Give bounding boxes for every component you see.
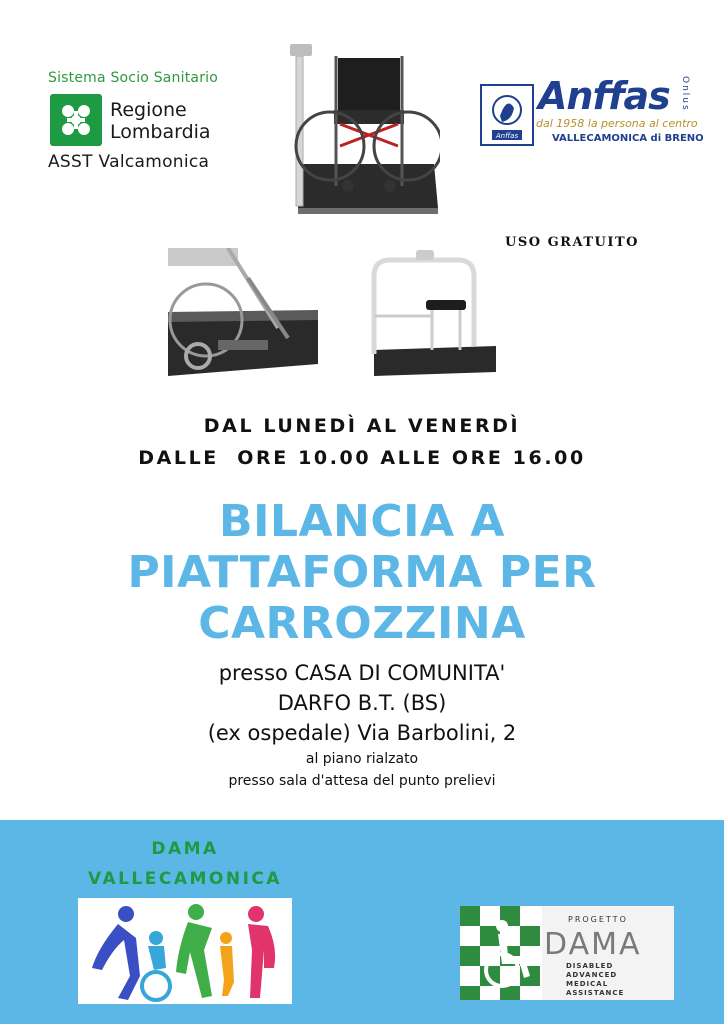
title-line2: PIATTAFORMA PER [127,547,597,598]
free-use-label: USO GRATUITO [505,235,639,250]
dama-title-line1: DAMA [151,839,219,859]
title-line1: BILANCIA A [219,496,505,547]
dama-title-line2: VALLECAMONICA [87,869,283,889]
schedule-hours: DALLE ORE 10.00 ALLE ORE 16.00 [138,447,586,469]
regione-name-line1: Regione [110,99,187,121]
address-room: presso sala d'attesa del punto prelievi [228,773,496,789]
anffas-emblem-icon [480,84,534,146]
dama-logo-sub4: ASSISTANCE [566,989,625,997]
regione-lombardia-logo-icon [50,94,102,146]
address-line2: DARFO B.T. (BS) [277,691,447,715]
dama-people-logo-icon [78,898,292,1004]
schedule [0,410,724,474]
progetto-dama-logo [460,906,674,1000]
anffas-onlus: Onlus [680,76,690,112]
anffas-location: VALLECAMONICA di BRENO [552,133,704,144]
dama-vallecamonica-title [60,834,310,894]
schedule-days: DAL LUNEDÌ AL VENERDÌ [203,415,521,437]
wheelchair-scale-main-image [288,36,440,218]
address-floor: al piano rialzato [305,751,419,767]
regione-name [110,99,211,143]
address-line3: (ex ospedale) Via Barbolini, 2 [207,721,517,745]
location-info [0,658,724,792]
platform-with-seat-image [366,246,498,376]
dama-logo-word: DAMA [544,927,642,962]
regione-name-line2: Lombardia [110,121,211,143]
dama-logo-progetto: PROGETTO [568,915,628,924]
page-title [0,496,724,649]
anffas-tagline: dal 1958 la persona al centro [536,117,698,130]
title-line3: CARROZZINA [198,598,526,649]
asst-name: ASST Valcamonica [48,152,210,172]
address-line1: presso CASA DI COMUNITA' [218,661,506,685]
dama-logo-sub1: DISABLED [566,962,614,970]
regione-top-text: Sistema Socio Sanitario [48,70,219,86]
dama-logo-sub2: ADVANCED [566,971,618,979]
anffas-name: Anffas [538,74,670,118]
anffas-badge-text: Anffas [495,132,519,140]
wheelchair-on-platform-image [168,248,318,376]
dama-logo-sub3: MEDICAL [566,980,609,988]
